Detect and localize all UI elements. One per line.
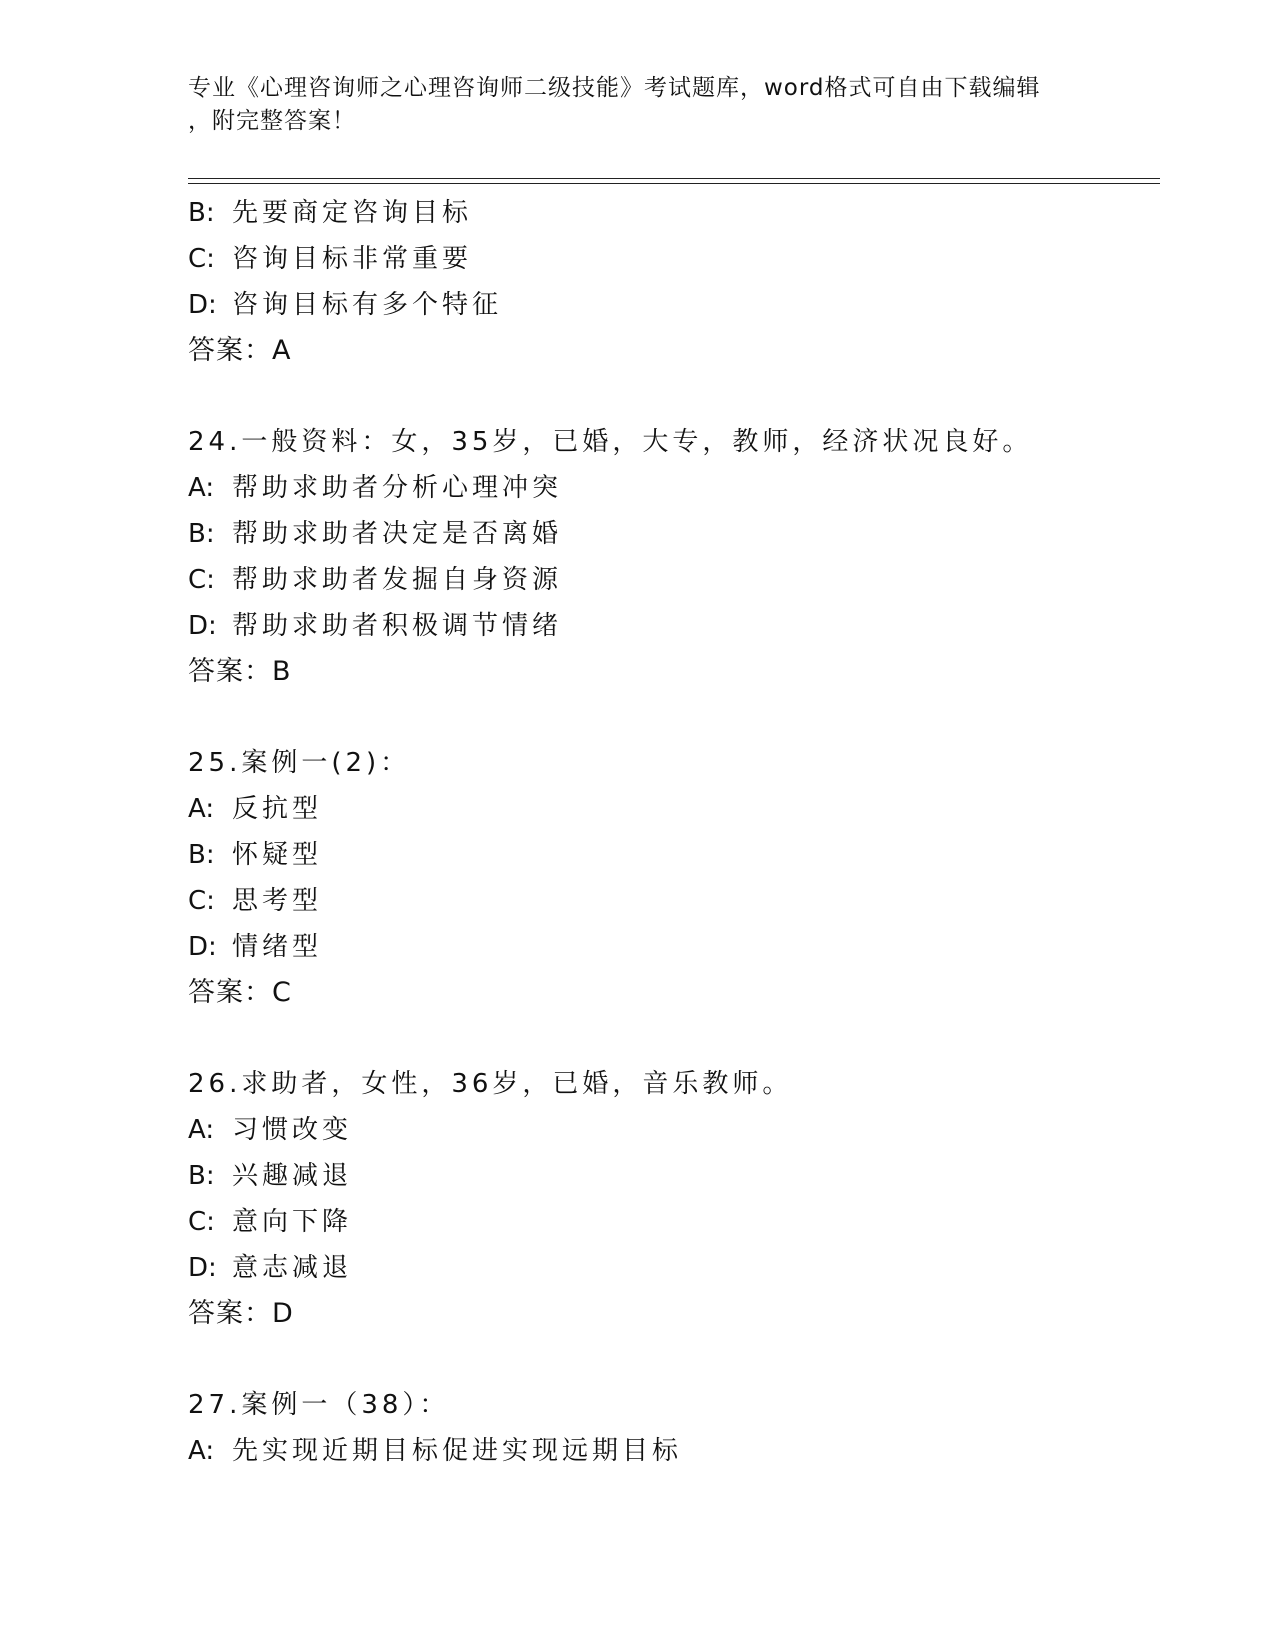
option-b [188,190,1148,236]
header-line-2: ，附完整答案！ [188,108,356,134]
option-key: C: [188,886,215,916]
option-key: A: [188,473,215,503]
option-text: 帮助求助者分析心理冲突 [232,473,563,503]
option-c [188,878,1148,924]
option-c [188,557,1148,603]
question-26 [188,1061,1148,1337]
option-text: 意向下降 [232,1207,353,1237]
option-key: B: [188,519,215,549]
option-key: D: [188,932,217,962]
question-spacer [188,374,1148,419]
option-key: D: [188,1253,217,1283]
option-a [188,786,1148,832]
option-text: 习惯改变 [232,1115,353,1145]
answer-line: 答案：C [188,977,292,1008]
answer-line: 答案：B [188,656,292,687]
option-b [188,1153,1148,1199]
option-text: 帮助求助者决定是否离婚 [232,519,563,549]
question-25 [188,740,1148,1016]
question-24 [188,419,1148,695]
option-key: A: [188,1115,215,1145]
question-spacer [188,1337,1148,1382]
option-d [188,603,1148,649]
option-key: B: [188,198,215,228]
option-text: 兴趣减退 [232,1161,353,1191]
option-text: 思考型 [232,886,323,916]
option-text: 情绪型 [232,932,323,962]
answer-line: 答案：A [188,335,292,366]
option-text: 帮助求助者发掘自身资源 [232,565,563,595]
question-27 [188,1382,1148,1474]
option-text: 咨询目标有多个特征 [232,290,503,320]
document-header [188,72,1088,138]
question-spacer [188,1016,1148,1061]
question-text: 25.案例一(2)： [188,748,411,778]
option-b [188,511,1148,557]
option-d [188,1245,1148,1291]
option-b [188,832,1148,878]
option-a [188,1107,1148,1153]
answer-line: 答案：D [188,1298,294,1329]
question-spacer [188,695,1148,740]
question-list [188,190,1148,1474]
question-text: 27.案例一（38）： [188,1390,450,1420]
option-key: C: [188,244,215,274]
option-key: B: [188,840,215,870]
header-line-1: 专业《心理咨询师之心理咨询师二级技能》考试题库，word格式可自由下载编辑 [188,75,1041,101]
option-key: A: [188,794,215,824]
option-d [188,924,1148,970]
option-d [188,282,1148,328]
option-text: 反抗型 [232,794,323,824]
option-text: 怀疑型 [232,840,323,870]
question-text: 24.一般资料：女，35岁，已婚，大专，教师，经济状况良好。 [188,427,1033,457]
option-c [188,236,1148,282]
option-text: 先要商定咨询目标 [232,198,473,228]
option-a [188,1428,1148,1474]
option-key: C: [188,565,215,595]
option-text: 意志减退 [232,1253,353,1283]
question-23-tail [188,190,1148,374]
option-key: B: [188,1161,215,1191]
option-a [188,465,1148,511]
option-text: 咨询目标非常重要 [232,244,473,274]
option-key: A: [188,1436,215,1466]
option-text: 先实现近期目标促进实现远期目标 [232,1436,683,1466]
option-text: 帮助求助者积极调节情绪 [232,611,563,641]
option-key: C: [188,1207,215,1237]
header-divider-top [188,178,1160,179]
question-text: 26.求助者，女性，36岁，已婚，音乐教师。 [188,1069,793,1099]
option-c [188,1199,1148,1245]
header-divider-bottom [188,183,1160,184]
option-key: D: [188,611,217,641]
option-key: D: [188,290,217,320]
